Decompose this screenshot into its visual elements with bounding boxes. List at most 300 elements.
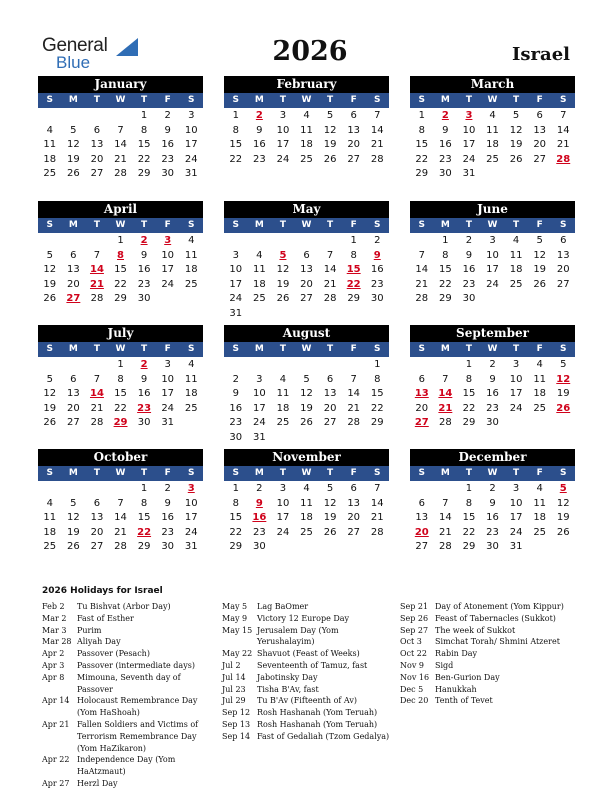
month-name: June (410, 201, 575, 218)
weekday-label: S (374, 95, 381, 105)
day-cell: 26 (43, 417, 57, 429)
day-cell: 25 (253, 293, 266, 305)
day-cell: 10 (276, 497, 290, 509)
empty-day-cell (410, 234, 434, 249)
day-cell: 4 (256, 249, 263, 261)
week-row (38, 167, 203, 182)
day-cell: 3 (489, 235, 496, 246)
day-cell: 11 (533, 373, 547, 385)
day-cell: 11 (533, 497, 547, 509)
day-cell: 6 (303, 249, 310, 261)
empty-day-cell (271, 540, 295, 555)
day-cell: 30 (486, 417, 499, 429)
weekday-label: F (164, 95, 171, 105)
day-cell: 5 (46, 249, 53, 261)
day-cell: 5 (303, 373, 310, 385)
holiday-item (400, 625, 572, 637)
holiday-date: Jul 23 (222, 684, 246, 694)
day-cell: 7 (560, 110, 567, 121)
day-cell: 28 (439, 417, 452, 429)
day-cell: 19 (556, 512, 570, 524)
holiday-name: Fast of Esther (77, 613, 134, 623)
day-cell: 19 (67, 153, 80, 165)
empty-day-cell (434, 358, 458, 373)
weekday-label: T (93, 220, 101, 230)
day-cell: 12 (533, 249, 547, 261)
holiday-item (222, 707, 394, 719)
holiday-name: Holocaust Remembrance Day (Yom HaShoah) (77, 696, 198, 718)
weekday-label: T (465, 468, 473, 478)
day-cell: 6 (326, 373, 334, 385)
holiday-item (400, 601, 572, 613)
day-cell: 3 (465, 110, 473, 121)
month-march (410, 76, 575, 182)
month-name: January (38, 76, 203, 93)
holiday-name: Simchat Torah/ Shmini Atzeret (435, 637, 560, 647)
day-cell: 26 (533, 278, 547, 290)
holiday-name: Tisha B'Av, fast (257, 684, 319, 694)
day-cell: 16 (439, 139, 452, 151)
holiday-date: May 5 (222, 602, 248, 611)
week-row (224, 431, 389, 446)
day-cell: 5 (560, 359, 567, 370)
holiday-name: Independence Day (Yom HaAtzmaut) (77, 755, 176, 777)
day-cell: 27 (67, 417, 80, 429)
weekday-header (224, 218, 389, 233)
week-row (38, 373, 203, 388)
day-cell: 2 (164, 483, 171, 494)
day-cell: 12 (556, 373, 571, 385)
holiday-name: Ben-Gurion Day (435, 672, 500, 682)
weekday-header (410, 218, 575, 233)
holiday-item (42, 660, 214, 672)
day-cell: 27 (556, 278, 570, 290)
day-cell: 21 (347, 402, 361, 414)
weekday-label: F (536, 344, 543, 354)
weekday-label: W (487, 344, 498, 354)
holiday-name: Aliyah Day (77, 637, 121, 647)
day-cell: 23 (229, 417, 243, 429)
empty-day-cell (528, 540, 552, 555)
day-cell: 19 (276, 278, 290, 290)
weekday-label: W (115, 468, 126, 478)
day-cell: 30 (370, 293, 384, 305)
week-row (38, 278, 203, 293)
day-cell: 29 (347, 293, 361, 305)
day-cell: 21 (114, 153, 127, 165)
empty-day-cell (342, 540, 366, 555)
day-cell: 9 (256, 124, 263, 136)
day-cell: 7 (93, 249, 101, 261)
day-cell: 1 (465, 359, 473, 370)
day-cell: 31 (229, 307, 243, 319)
day-cell: 6 (560, 235, 567, 246)
weekday-label: M (254, 95, 264, 105)
holiday-item (42, 625, 214, 637)
day-cell: 11 (300, 124, 313, 136)
day-cell: 28 (370, 153, 384, 165)
day-cell: 3 (232, 249, 239, 261)
day-cell: 28 (370, 526, 384, 538)
week-row (410, 278, 575, 293)
empty-day-cell (295, 234, 319, 249)
month-november (224, 449, 389, 555)
week-row (224, 402, 389, 417)
day-cell: 24 (276, 153, 290, 165)
week-row (224, 263, 389, 278)
day-cell: 27 (90, 168, 104, 180)
day-cell: 14 (556, 124, 570, 136)
weekday-label: T (93, 95, 101, 105)
holiday-name: Fallen Soldiers and Victims of Terrorism Remembrance Day (Yom HaZikaron) (77, 719, 199, 753)
holiday-date: Dec 5 (400, 684, 424, 694)
weekday-label: T (513, 468, 520, 478)
week-row (38, 526, 203, 541)
holiday-column (42, 601, 214, 790)
week-row (224, 526, 389, 541)
weekday-label: T (279, 95, 287, 105)
day-cell: 13 (323, 388, 337, 400)
day-cell: 4 (303, 483, 310, 494)
weekday-label: F (350, 220, 357, 230)
day-cell: 12 (323, 124, 337, 136)
brand-logo (42, 36, 108, 71)
day-cell: 24 (161, 402, 175, 414)
week-row (224, 292, 389, 307)
day-cell: 18 (509, 264, 523, 276)
month-september (410, 325, 575, 431)
holiday-date: Sep 27 (400, 625, 429, 635)
empty-day-cell (481, 292, 505, 307)
weekday-label: S (418, 344, 426, 354)
day-cell: 31 (184, 541, 198, 553)
empty-day-cell (504, 292, 528, 307)
day-cell: 17 (253, 402, 266, 414)
day-cell: 16 (462, 264, 476, 276)
day-cell: 9 (164, 497, 171, 509)
day-cell: 31 (509, 541, 523, 553)
month-june (410, 201, 575, 307)
day-cell: 2 (256, 483, 263, 494)
day-cell: 8 (374, 373, 381, 385)
day-cell: 20 (67, 278, 80, 290)
holiday-date: Apr 21 (42, 719, 70, 729)
empty-day-cell (318, 234, 342, 249)
day-cell: 22 (462, 526, 476, 538)
day-cell: 19 (43, 278, 57, 290)
day-cell: 19 (556, 388, 570, 400)
day-cell: 2 (374, 235, 381, 246)
day-cell: 10 (161, 249, 175, 261)
weekday-label: T (93, 344, 101, 354)
day-cell: 22 (229, 526, 243, 538)
day-cell: 13 (90, 512, 104, 524)
weekday-label: W (487, 220, 498, 230)
week-row (224, 511, 389, 526)
day-cell: 5 (536, 235, 543, 246)
week-row (38, 109, 203, 124)
holiday-item (42, 636, 214, 648)
holiday-date: Apr 22 (42, 755, 70, 765)
weekday-label: S (232, 344, 240, 354)
day-cell: 6 (70, 249, 77, 261)
weekday-label: F (350, 95, 357, 105)
week-row (38, 138, 203, 153)
day-cell: 20 (323, 402, 337, 414)
holiday-date: Sep 13 (222, 719, 251, 729)
weekday-label: W (487, 468, 498, 478)
month-may (224, 201, 389, 322)
day-cell: 19 (323, 512, 337, 524)
weekday-label: S (46, 95, 54, 105)
day-cell: 18 (276, 402, 290, 414)
holiday-item (222, 660, 394, 672)
weekday-label: S (188, 95, 195, 105)
weekday-label: M (68, 344, 78, 354)
holiday-name: Jabotinsky Day (257, 672, 318, 682)
day-cell: 14 (438, 388, 453, 400)
empty-day-cell (271, 431, 295, 446)
empty-day-cell (224, 358, 248, 373)
day-cell: 26 (43, 293, 57, 305)
week-row (410, 249, 575, 264)
day-cell: 15 (229, 512, 243, 524)
empty-day-cell (179, 416, 203, 431)
day-cell: 20 (347, 139, 361, 151)
weekday-label: S (374, 220, 381, 230)
day-cell: 24 (253, 417, 266, 429)
month-name: February (224, 76, 389, 93)
day-cell: 7 (442, 373, 449, 385)
holiday-date: Mar 28 (42, 637, 72, 647)
day-cell: 26 (276, 293, 290, 305)
day-cell: 28 (347, 417, 361, 429)
weekday-label: T (279, 344, 287, 354)
weekday-label: W (301, 468, 312, 478)
empty-day-cell (85, 109, 109, 124)
empty-day-cell (342, 307, 366, 322)
week-row (38, 292, 203, 307)
holiday-name: Passover (intermediate days) (77, 660, 195, 670)
day-cell: 17 (462, 139, 476, 151)
holiday-item (42, 601, 214, 613)
weekday-label: M (254, 220, 264, 230)
weekday-label: F (536, 468, 543, 478)
day-cell: 21 (114, 526, 127, 538)
weekday-label: F (536, 95, 543, 105)
weekday-label: T (141, 344, 148, 354)
empty-day-cell (271, 234, 295, 249)
day-cell: 30 (137, 417, 151, 429)
week-row (410, 263, 575, 278)
day-cell: 15 (229, 139, 243, 151)
day-cell: 24 (486, 278, 499, 290)
day-cell: 9 (373, 249, 381, 261)
holiday-item (222, 601, 394, 613)
day-cell: 23 (462, 278, 476, 290)
day-cell: 7 (117, 124, 124, 136)
weekday-label: S (188, 344, 195, 354)
week-row (38, 358, 203, 373)
empty-day-cell (38, 482, 62, 497)
day-cell: 20 (415, 402, 429, 414)
weekday-label: S (232, 95, 240, 105)
day-cell: 23 (253, 526, 266, 538)
empty-day-cell (295, 358, 319, 373)
holiday-name: Passover (Pesach) (77, 649, 150, 659)
weekday-label: S (560, 468, 567, 478)
month-december (410, 449, 575, 555)
day-cell: 27 (533, 153, 547, 165)
weekday-label: T (327, 468, 334, 478)
weekday-label: S (560, 220, 567, 230)
day-cell: 25 (486, 153, 499, 165)
empty-day-cell (528, 167, 552, 182)
day-cell: 14 (439, 512, 452, 524)
day-cell: 4 (279, 373, 287, 385)
weekday-label: F (350, 468, 357, 478)
weekday-header (38, 218, 203, 233)
day-cell: 23 (370, 278, 384, 290)
week-row (38, 497, 203, 512)
day-cell: 19 (43, 402, 57, 414)
day-cell: 12 (67, 139, 80, 151)
day-cell: 18 (300, 139, 313, 151)
day-cell: 11 (184, 249, 198, 261)
holiday-date: Apr 27 (42, 778, 70, 788)
day-cell: 14 (370, 124, 384, 136)
day-cell: 3 (188, 110, 195, 121)
empty-day-cell (410, 358, 434, 373)
day-cell: 12 (323, 497, 337, 509)
day-cell: 11 (509, 249, 523, 261)
day-cell: 20 (414, 526, 429, 538)
holiday-item (42, 672, 214, 696)
day-cell: 13 (90, 139, 104, 151)
day-cell: 8 (140, 124, 148, 136)
day-cell: 2 (255, 110, 263, 121)
logo-blue-text: Blue (56, 53, 91, 72)
day-cell: 20 (300, 278, 313, 290)
day-cell: 25 (184, 278, 198, 290)
empty-day-cell (62, 358, 86, 373)
day-cell: 14 (114, 512, 127, 524)
day-cell: 26 (556, 402, 571, 414)
day-cell: 30 (229, 431, 243, 443)
empty-day-cell (504, 167, 528, 182)
day-cell: 14 (323, 264, 337, 276)
month-october (38, 449, 203, 555)
weekday-label: M (68, 220, 78, 230)
day-cell: 13 (347, 497, 361, 509)
weekday-label: M (68, 468, 78, 478)
month-name: May (224, 201, 389, 218)
day-cell: 12 (509, 124, 523, 136)
day-cell: 9 (140, 249, 148, 261)
day-cell: 11 (486, 124, 499, 136)
day-cell: 2 (140, 359, 148, 370)
day-cell: 15 (114, 264, 127, 276)
day-cell: 27 (414, 417, 429, 429)
day-cell: 30 (253, 541, 266, 553)
day-cell: 22 (229, 153, 243, 165)
holiday-date: May 22 (222, 649, 253, 659)
day-cell: 28 (556, 153, 571, 165)
empty-day-cell (38, 109, 62, 124)
day-cell: 15 (346, 264, 361, 276)
weekday-label: S (46, 468, 54, 478)
day-cell: 10 (161, 373, 175, 385)
holiday-date: May 15 (222, 625, 253, 635)
week-row (410, 482, 575, 497)
week-row (224, 358, 389, 373)
empty-day-cell (85, 482, 109, 497)
weekday-label: W (115, 95, 126, 105)
day-cell: 11 (43, 139, 57, 151)
day-cell: 1 (117, 359, 124, 370)
day-cell: 13 (556, 249, 570, 261)
day-cell: 14 (89, 388, 104, 400)
weekday-label: T (513, 344, 520, 354)
day-cell: 5 (326, 110, 334, 121)
weekday-header (410, 93, 575, 108)
weekday-header (38, 466, 203, 481)
holiday-item (400, 636, 572, 648)
empty-day-cell (365, 307, 389, 322)
day-cell: 23 (253, 153, 266, 165)
day-cell: 8 (465, 373, 473, 385)
day-cell: 17 (509, 512, 523, 524)
day-cell: 21 (370, 139, 384, 151)
weekday-label: W (301, 220, 312, 230)
day-cell: 28 (439, 541, 452, 553)
day-cell: 22 (370, 402, 384, 414)
day-cell: 8 (465, 497, 473, 509)
holiday-name: The week of Sukkot (435, 625, 516, 635)
weekday-label: S (418, 95, 426, 105)
day-cell: 2 (489, 483, 496, 494)
week-row (224, 307, 389, 322)
day-cell: 23 (137, 278, 151, 290)
day-cell: 24 (229, 293, 243, 305)
holiday-name: Tu B'Av (Fifteenth of Av) (257, 696, 357, 706)
week-row (224, 153, 389, 168)
day-cell: 29 (462, 417, 476, 429)
day-cell: 30 (439, 168, 452, 180)
day-cell: 28 (90, 417, 104, 429)
day-cell: 31 (161, 417, 175, 429)
empty-day-cell (271, 307, 295, 322)
week-row (410, 497, 575, 512)
day-cell: 10 (509, 497, 523, 509)
day-cell: 8 (117, 249, 124, 261)
holiday-column (222, 601, 394, 743)
empty-day-cell (434, 482, 458, 497)
country-title: Israel (512, 44, 570, 65)
day-cell: 18 (43, 526, 57, 538)
week-row (38, 511, 203, 526)
month-name: December (410, 449, 575, 466)
day-cell: 20 (67, 402, 80, 414)
day-cell: 3 (256, 373, 263, 385)
holiday-name: Feast of Tabernacles (Sukkot) (435, 613, 556, 623)
day-cell: 26 (67, 541, 80, 553)
weekday-label: F (350, 344, 357, 354)
day-cell: 1 (140, 110, 148, 121)
empty-day-cell (62, 234, 86, 249)
weekday-label: W (487, 95, 498, 105)
month-july (38, 325, 203, 431)
